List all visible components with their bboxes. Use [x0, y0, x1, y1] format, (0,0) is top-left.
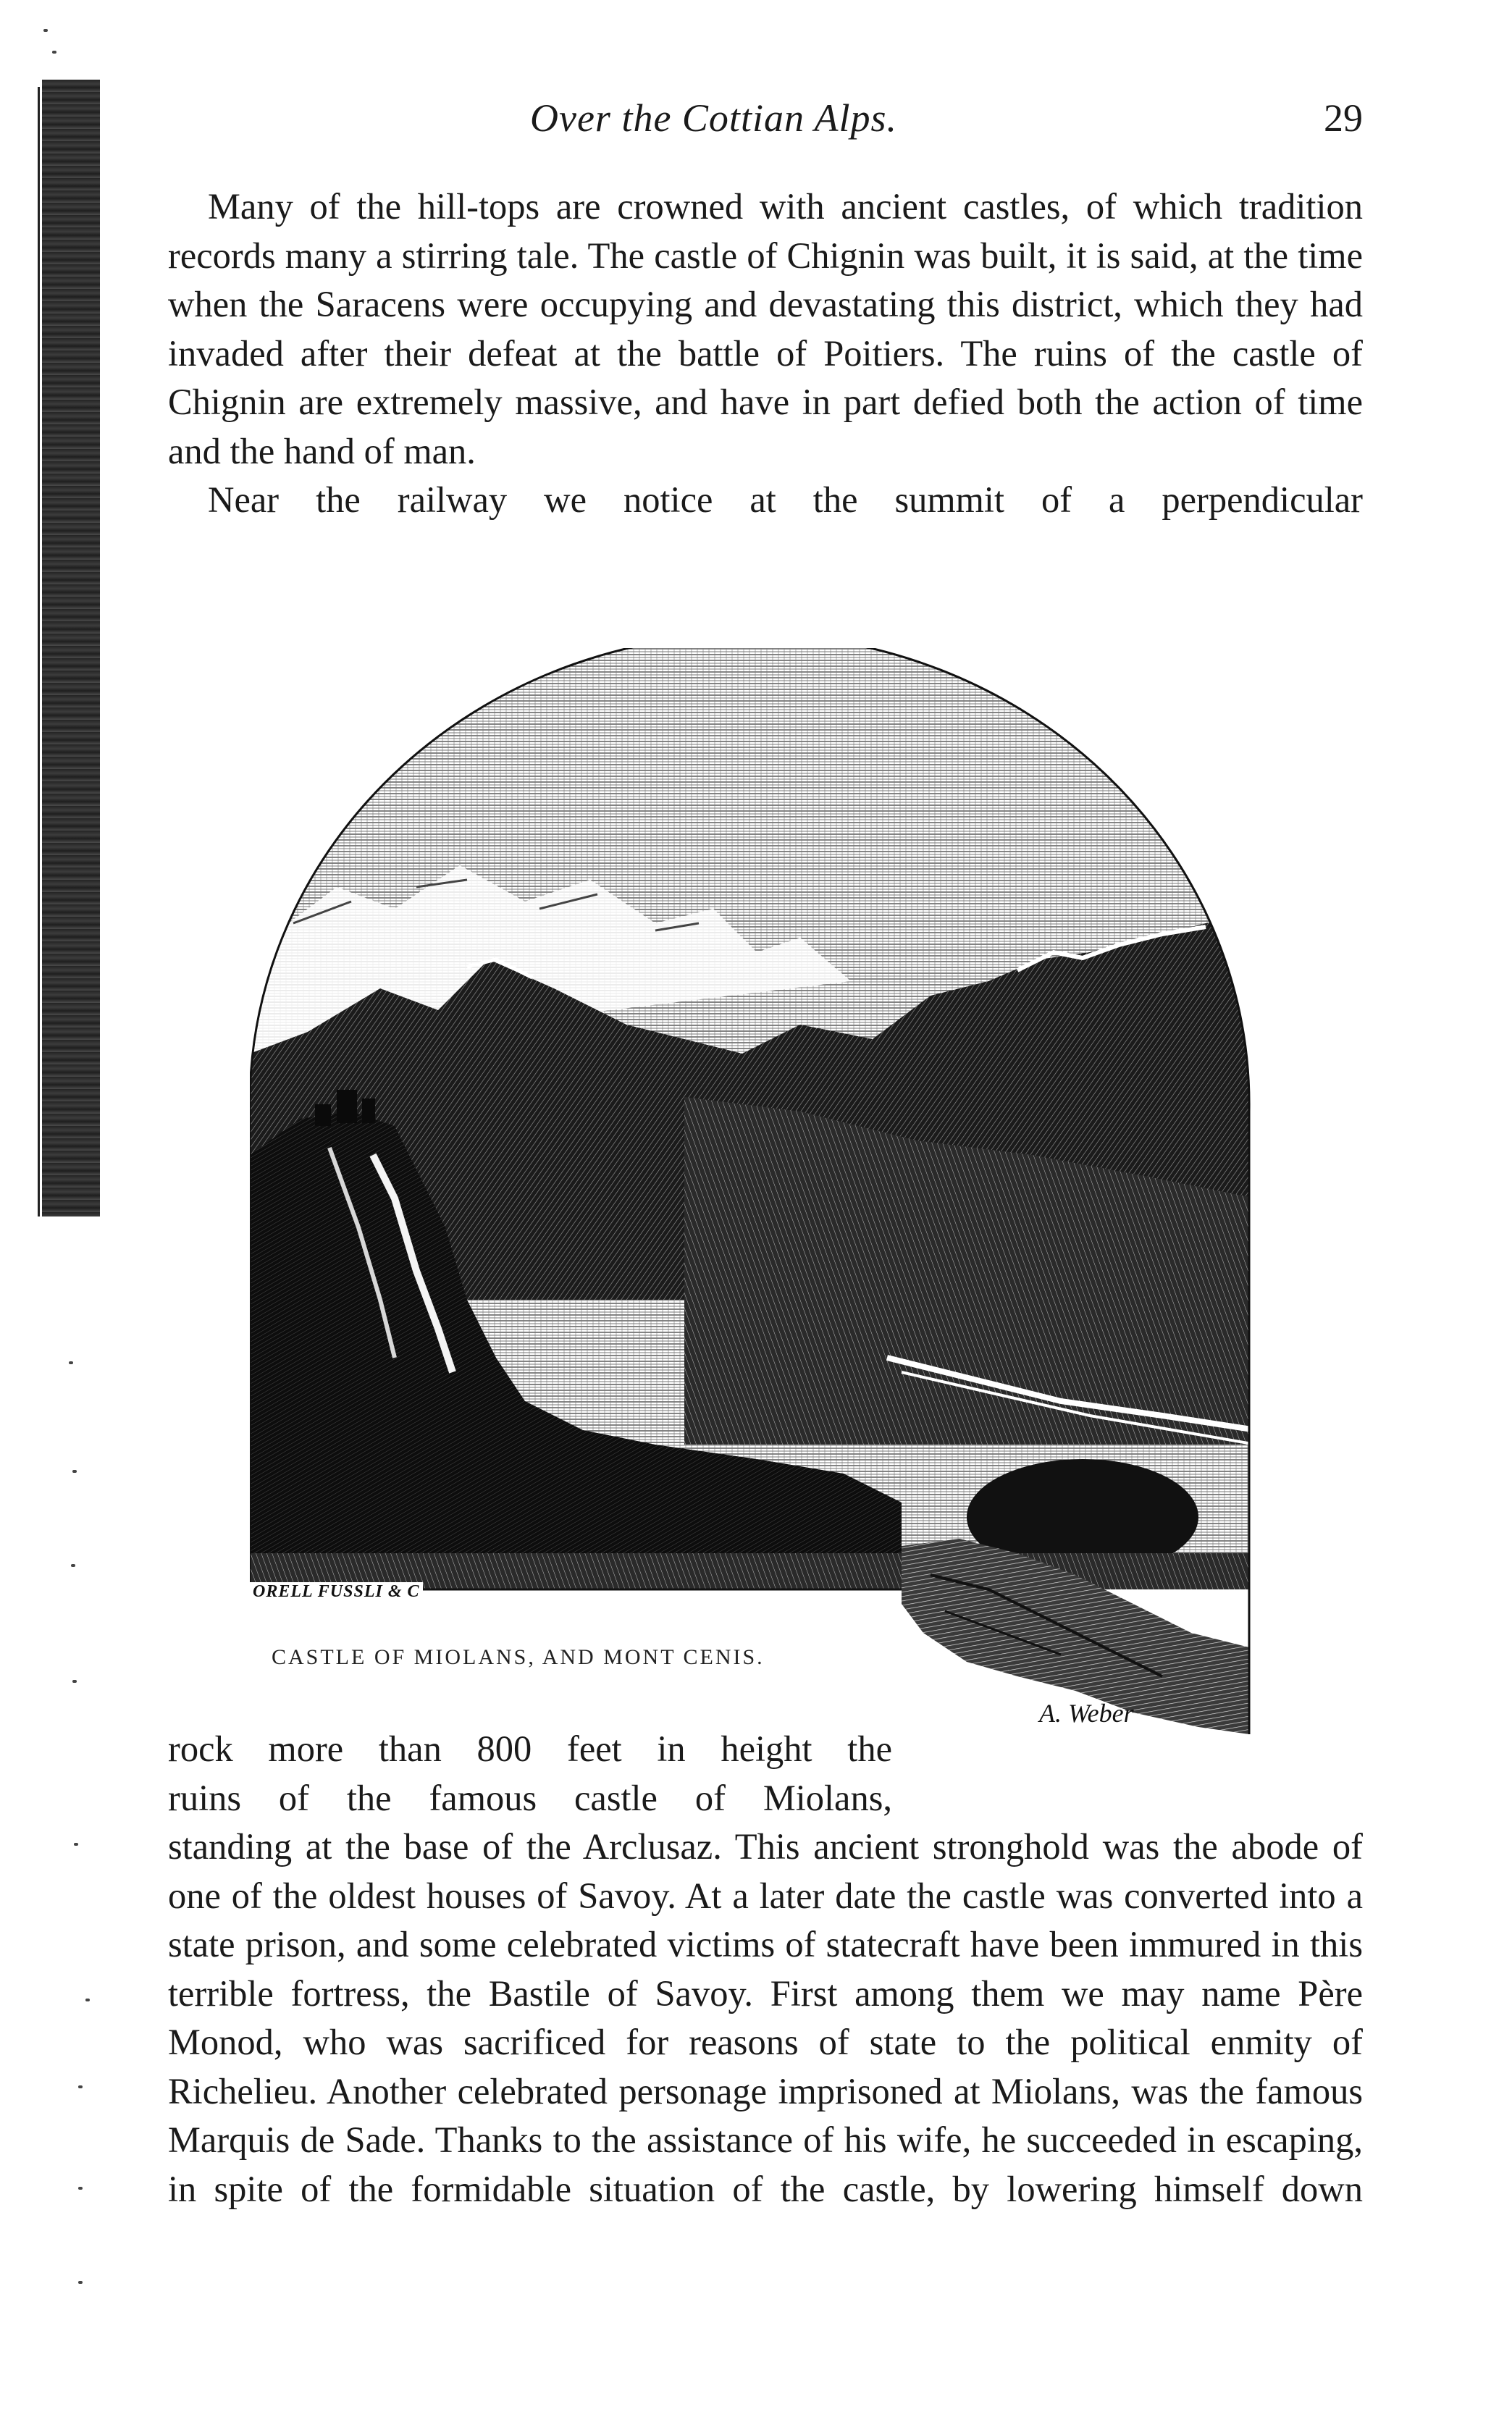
- figure-caption: CASTLE OF MIOLANS, AND MONT CENIS.: [272, 1645, 765, 1669]
- engraver-mark: ORELL FUSSLI & C: [250, 1582, 423, 1602]
- wrapped-line-1: rock more than 800 feet in height the: [168, 1728, 892, 1769]
- scan-speck: [78, 2281, 83, 2284]
- binding-rule: [38, 87, 40, 1216]
- scan-speck: [78, 2085, 83, 2088]
- paragraph-2: Near the railway we notice at the summit of a perpendicular: [208, 479, 1363, 520]
- page-number: 29: [1324, 96, 1363, 140]
- scan-speck: [72, 1470, 77, 1473]
- running-title: Over the Cottian Alps.: [530, 96, 897, 140]
- artist-signature: A. Weber: [1039, 1699, 1134, 1728]
- running-header: [168, 96, 1363, 154]
- scan-speck: [43, 29, 48, 32]
- binding-edge: [0, 0, 109, 2433]
- scan-speck: [72, 1680, 77, 1683]
- engraving-figure: [250, 648, 1256, 1756]
- scan-speck: [78, 2187, 83, 2190]
- paragraph-1: Many of the hill-tops are crowned with ancient castles, of which tradition records many a stirring tale. The castle of Chignin was built, it is said, at the time when the Saracens were occupying and devastating this district, which they had invaded after their defeat at the battle of Poitiers. The ruins of the castle of Chignin are extremely massive, and have in part defied both the action of time and the hand of man.: [168, 186, 1363, 471]
- wrapped-line-2: ruins of the famous castle of Miolans,: [168, 1777, 892, 1818]
- continuation-paragraph: [168, 1725, 1363, 2214]
- scan-speck: [69, 1361, 73, 1364]
- scan-speck: [71, 1564, 75, 1567]
- scan-speck: [52, 51, 56, 54]
- scan-speck: [74, 1843, 78, 1846]
- lower-text-block: [168, 1725, 1363, 2214]
- binding-shadow: [42, 80, 100, 1216]
- continuation-text: standing at the base of the Arclusaz. This ancient stronghold was the abode of one of the oldest houses of Savoy. At a later date the castle was converted into a state prison, and some celebrated victims of statecraft have been immured in this terrible fortress, the Bastile of Savoy. First among them we may name Père Monod, who was sacrificed for reasons of state to the political enmity of Richelieu. Another celebrated personage imprisoned at Miolans, was the famous Marquis de Sade. Thanks to the assistance of his wife, he succeeded in escaping, in spite of the formidable situation of the castle, by lowering himself down: [168, 1826, 1363, 2209]
- upper-text-block: [168, 182, 1363, 525]
- scan-speck: [85, 1999, 90, 2001]
